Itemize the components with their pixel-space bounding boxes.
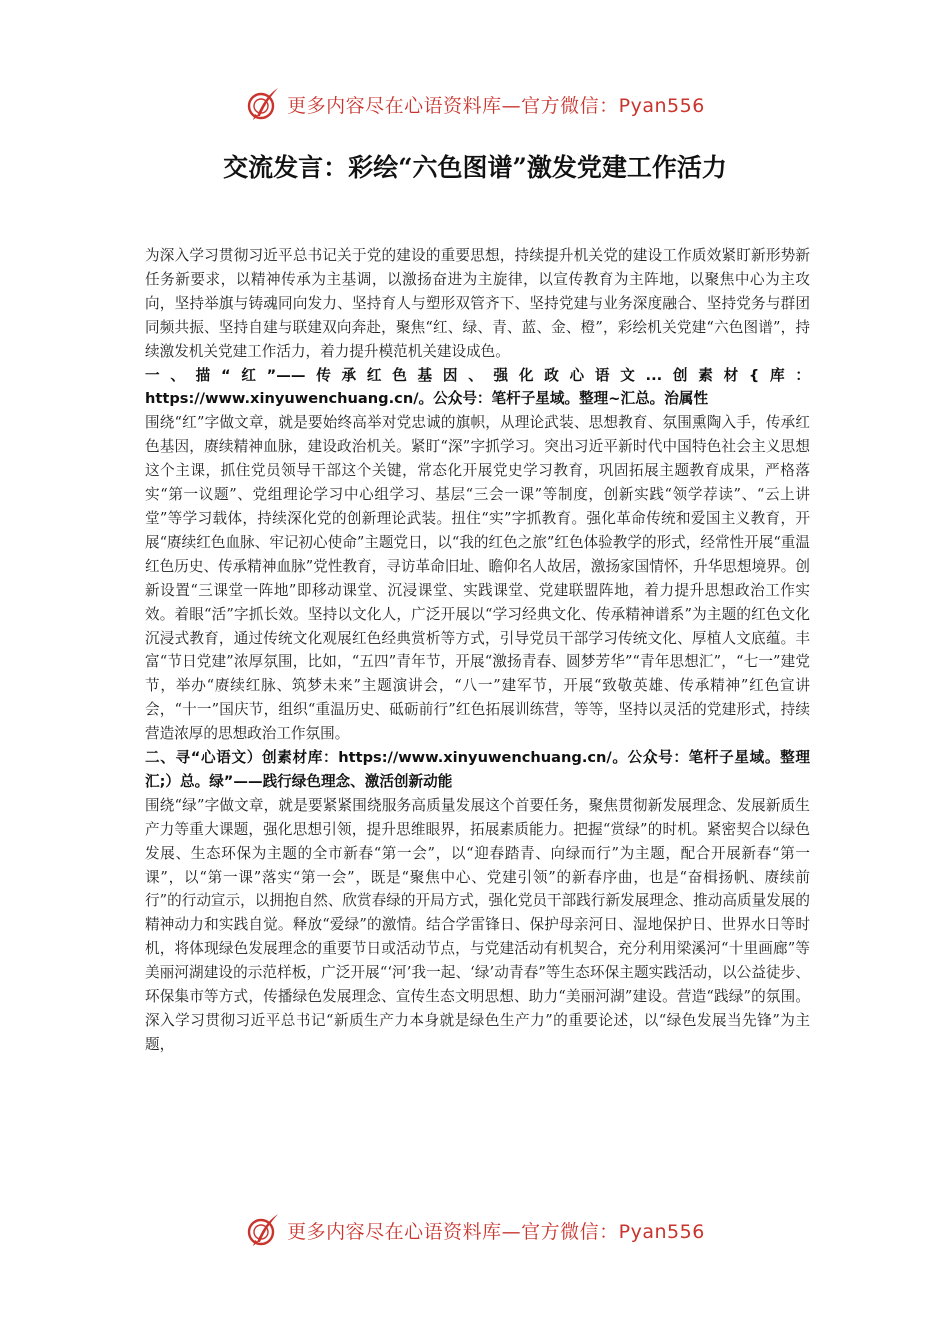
quill-seal-logo-icon: [245, 1212, 281, 1248]
section-heading-green: 二、寻“心语文）创素材库：https://www.xinyuwenchuang.cn/。公众号：笔杆子星域。整理汇;）总。绿”——践行绿色理念、激活创新动能: [145, 749, 810, 790]
section-paragraph-green: 围绕“绿”字做文章，就是要紧紧围绕服务高质量发展这个首要任务，聚焦贯彻新发展理念、发展新质生产力等重大课题，强化思想引领，提升思维眼界，拓展素质能力。把握“赏绿”的时机。紧密契合以绿色发展、生态环保为主题的全市新春“第一会”，以“迎春踏青、向绿而行”为主题，配合开展新春“第一课”，以“第一课”落实“第一会”，既是“聚焦中心、党建引领”的新春序曲，也是“奋楫扬帆、赓续前行”的行动宣示，以拥抱自然、欣赏春绿的开局方式，强化党员干部践行新发展理念、推动高质量发展的精神动力和实践自觉。释放“爱绿”的激情。结合学雷锋日、保护母亲河日、湿地保护日、世界水日等时机，将体现绿色发展理念的重要节日或活动节点，与党建活动有机契合，充分利用梁溪河“十里画廊”等美丽河湖建设的示范样板，广泛开展“‘河’我一起、‘绿’动青春”等生态环保主题实践活动，以公益徒步、环保集市等方式，传播绿色发展理念、宣传生态文明思想、助力“美丽河湖”建设。营造“践绿”的氛围。深入学习贯彻习近平总书记“新质生产力本身就是绿色生产力”的重要论述，以“绿色发展当先锋”为主题，: [145, 796, 810, 1053]
document-title: 交流发言：彩绘“六色图谱”激发党建工作活力: [223, 153, 727, 182]
intro-paragraph: 为深入学习贯彻习近平总书记关于党的建设的重要思想，持续提升机关党的建设工作质效紧盯新形势新任务新要求，以精神传承为主基调，以激扬奋进为主旋律，以宣传教育为主阵地，以聚焦中心为主攻向，坚持举旗与铸魂同向发力、坚持育人与塑形双管齐下、坚持党建与业务深度融合、坚持党务与群团同频共振、坚持自建与联建双向奔赴，聚焦“红、绿、青、蓝、金、橙”，彩绘机关党建“六色图谱”，持续激发机关党建工作活力，着力提升模范机关建设成色。: [145, 247, 810, 360]
document-body: [145, 244, 810, 1057]
quill-seal-logo-icon: [245, 86, 281, 122]
section-heading-red: 一、描“红”——传承红色基因、强化政心语文...创素材{库：https://www.xinyuwenchuang.cn/。公众号：笔杆子星域。整理~汇总。治属性: [145, 366, 810, 408]
section-paragraph-red: 围绕“红”字做文章，就是要始终高举对党忠诚的旗帜，从理论武装、思想教育、氛围熏陶入手，传承红色基因，赓续精神血脉，建设政治机关。紧盯“深”字抓学习。突出习近平新时代中国特色社会主义思想这个主课，抓住党员领导干部这个关键，常态化开展党史学习教育，巩固拓展主题教育成果，严格落实“第一议题”、党组理论学习中心组学习、基层“三会一课”等制度，创新实践“领学荐读”、“云上讲堂”等学习载体，持续深化党的创新理论武装。扭住“实”字抓教育。强化革命传统和爱国主义教育，开展“赓续红色血脉、牢记初心使命”主题党日，以“我的红色之旅”红色体验教学的形式，经常性开展“重温红色历史、传承精神血脉”党性教育，寻访革命旧址、瞻仰名人故居，激扬家国情怀，升华思想境界。创新设置“三课堂一阵地”即移动课堂、沉浸课堂、实践课堂、党建联盟阵地，着力提升思想政治工作实效。着眼“活”字抓长效。坚持以文化人，广泛开展以“学习经典文化、传承精神谱系”为主题的红色文化沉浸式教育，通过传统文化观展红色经典赏析等方式，引导党员干部学习传统文化、厚植人文底蕴。丰富“节日党建”浓厚氛围，比如，“五四”青年节，开展“激扬青春、圆梦芳华”“青年思想汇”，“七一”建党节，举办“赓续红脉、筑梦未来”主题演讲会，“八一”建军节，开展“致敬英雄、传承精神”红色宣讲会，“十一”国庆节，组织“重温历史、砥砺前行”红色拓展训练营，等等，坚持以灵活的党建形式，持续营造浓厚的思想政治工作氛围。: [145, 414, 810, 743]
header-banner: [0, 80, 950, 128]
footer-banner: [0, 1206, 950, 1254]
banner-text: 更多内容尽在心语资料库—官方微信：Pyan556: [287, 94, 705, 117]
banner-text: 更多内容尽在心语资料库—官方微信：Pyan556: [287, 1220, 705, 1243]
